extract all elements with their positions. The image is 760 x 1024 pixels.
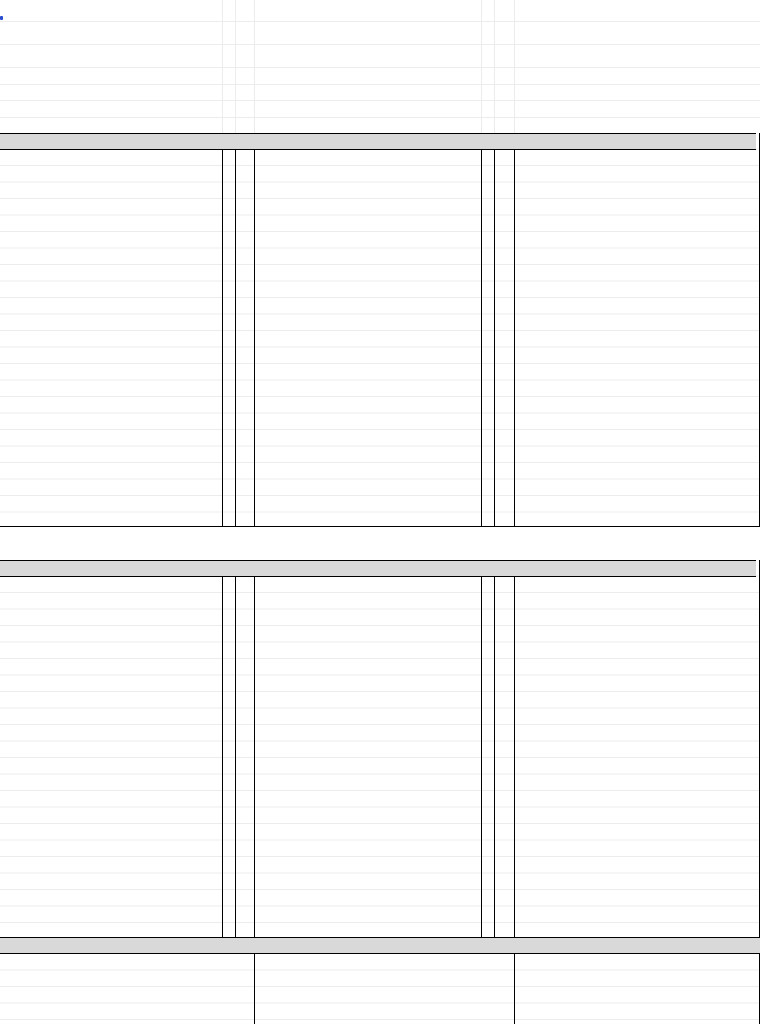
column-border bbox=[481, 133, 482, 527]
row-gridlines bbox=[0, 560, 760, 937]
checkbox-header bbox=[222, 560, 254, 577]
column-border bbox=[222, 133, 223, 527]
column-border bbox=[254, 954, 255, 1024]
first-grade-header bbox=[254, 133, 481, 150]
column-border bbox=[755, 954, 760, 1024]
note-name-on-coats bbox=[0, 100, 760, 117]
column-border bbox=[235, 560, 236, 937]
fourth-grade-header bbox=[254, 560, 481, 577]
note-change-of-clothes bbox=[0, 67, 760, 84]
wagner-supply-table bbox=[0, 954, 760, 1024]
column-border bbox=[514, 133, 515, 527]
page-subtitle bbox=[0, 45, 760, 67]
column-border bbox=[514, 560, 515, 937]
page-title bbox=[0, 22, 760, 44]
column-border bbox=[755, 560, 760, 937]
note-name-on-items bbox=[0, 84, 760, 101]
column-border bbox=[481, 560, 482, 937]
fifth-grade-header bbox=[514, 560, 756, 577]
top-supply-table bbox=[0, 133, 760, 527]
school-year bbox=[0, 0, 760, 22]
column-border bbox=[222, 560, 223, 937]
bottom-supply-table bbox=[0, 560, 760, 937]
wagner-classroom-header bbox=[0, 937, 760, 954]
checkbox-header bbox=[481, 560, 514, 577]
checkbox-header bbox=[222, 133, 254, 150]
column-border bbox=[514, 954, 515, 1024]
second-grade-header bbox=[514, 133, 756, 150]
column-border bbox=[494, 133, 495, 527]
column-border bbox=[254, 133, 255, 527]
column-border bbox=[494, 560, 495, 937]
column-border bbox=[254, 560, 255, 937]
checkbox-header bbox=[481, 133, 514, 150]
kindergarten-header bbox=[0, 133, 222, 150]
row-gridlines bbox=[0, 954, 760, 1024]
column-border bbox=[235, 133, 236, 527]
row-gridlines bbox=[0, 133, 760, 527]
section-bottom-border bbox=[0, 526, 760, 527]
column-border bbox=[755, 133, 760, 527]
third-grade-header bbox=[0, 560, 222, 577]
